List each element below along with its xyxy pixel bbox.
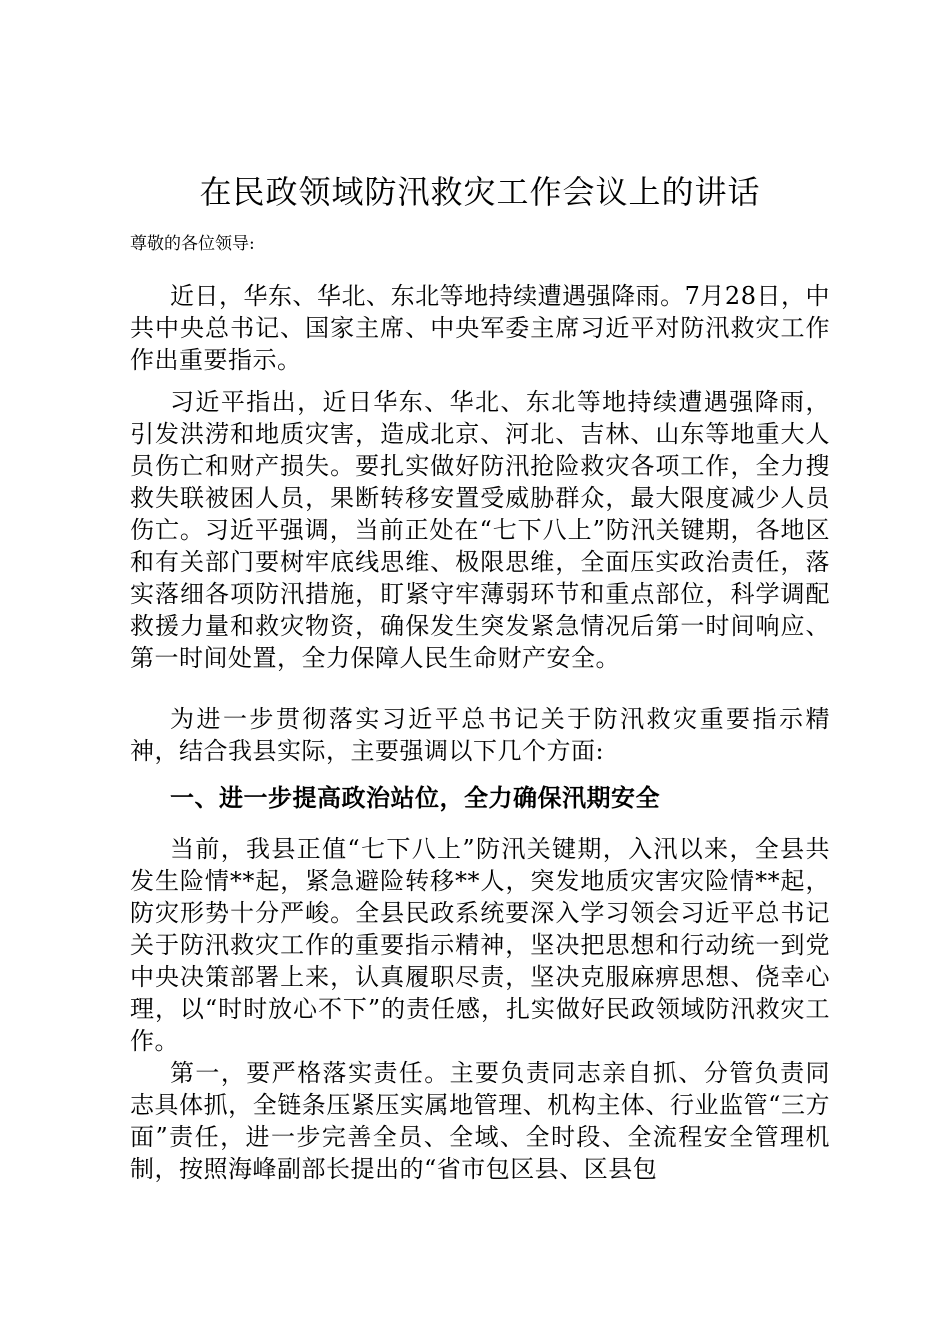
paragraph-instruction: 习近平指出，近日华东、华北、东北等地持续遭遇强降雨，引发洪涝和地质灾害，造成北京、河北、吉林、山东等地重大人员伤亡和财产损失。要扎实做好防汛抢险救灾各项工作，全力搜救失联被困人员，果断转移安置受威胁群众，最大限度减少人员伤亡。习近平强调，当前正处在“七下八上”防汛关键期，各地区和有关部门要树牢底线思维、极限思维，全面压实政治责任，落实落细各项防汛措施，盯紧守牢薄弱环节和重点部位，科学调配救援力量和救灾物资，确保发生突发紧急情况后第一时间响应、第一时间处置，全力保障人民生命财产安全。: [130, 388, 830, 672]
document-title: 在民政领域防汛救灾工作会议上的讲话: [199, 173, 761, 211]
paragraph-section-situation: 当前，我县正值“七下八上”防汛关键期，入汛以来，全县共发生险情**起，紧急避险转移**人，突发地质灾害灾险情**起，防灾形势十分严峻。全县民政系统要深入学习领会习近平总书记关于防汛救灾工作的重要指示精神，坚决把思想和行动统一到党中央决策部署上来，认真履职尽责，坚决克服麻痹思想、侥幸心理，以“时时放心不下”的责任感，扎实做好民政领域防汛救灾工作。: [130, 835, 830, 1055]
salutation: 尊敬的各位领导:: [130, 234, 255, 254]
section-heading: 一、进一步提高政治站位，全力确保汛期安全: [170, 783, 660, 812]
paragraph-section-responsibility: 第一，要严格落实责任。主要负责同志亲自抓、分管负责同志具体抓，全链条压紧压实属地管理、机构主体、行业监管“三方面”责任，进一步完善全员、全域、全时段、全流程安全管理机制，按照海峰副部长提出的“省市包区县、区县包: [130, 1059, 830, 1183]
paragraph-intro: 近日，华东、华北、东北等地持续遭遇强降雨。7月28日，中共中央总书记、国家主席、中央军委主席习近平对防汛救灾工作作出重要指示。: [130, 282, 830, 374]
paragraph-purpose: 为进一步贯彻落实习近平总书记关于防汛救灾重要指示精神，结合我县实际，主要强调以下几个方面:: [130, 705, 830, 765]
